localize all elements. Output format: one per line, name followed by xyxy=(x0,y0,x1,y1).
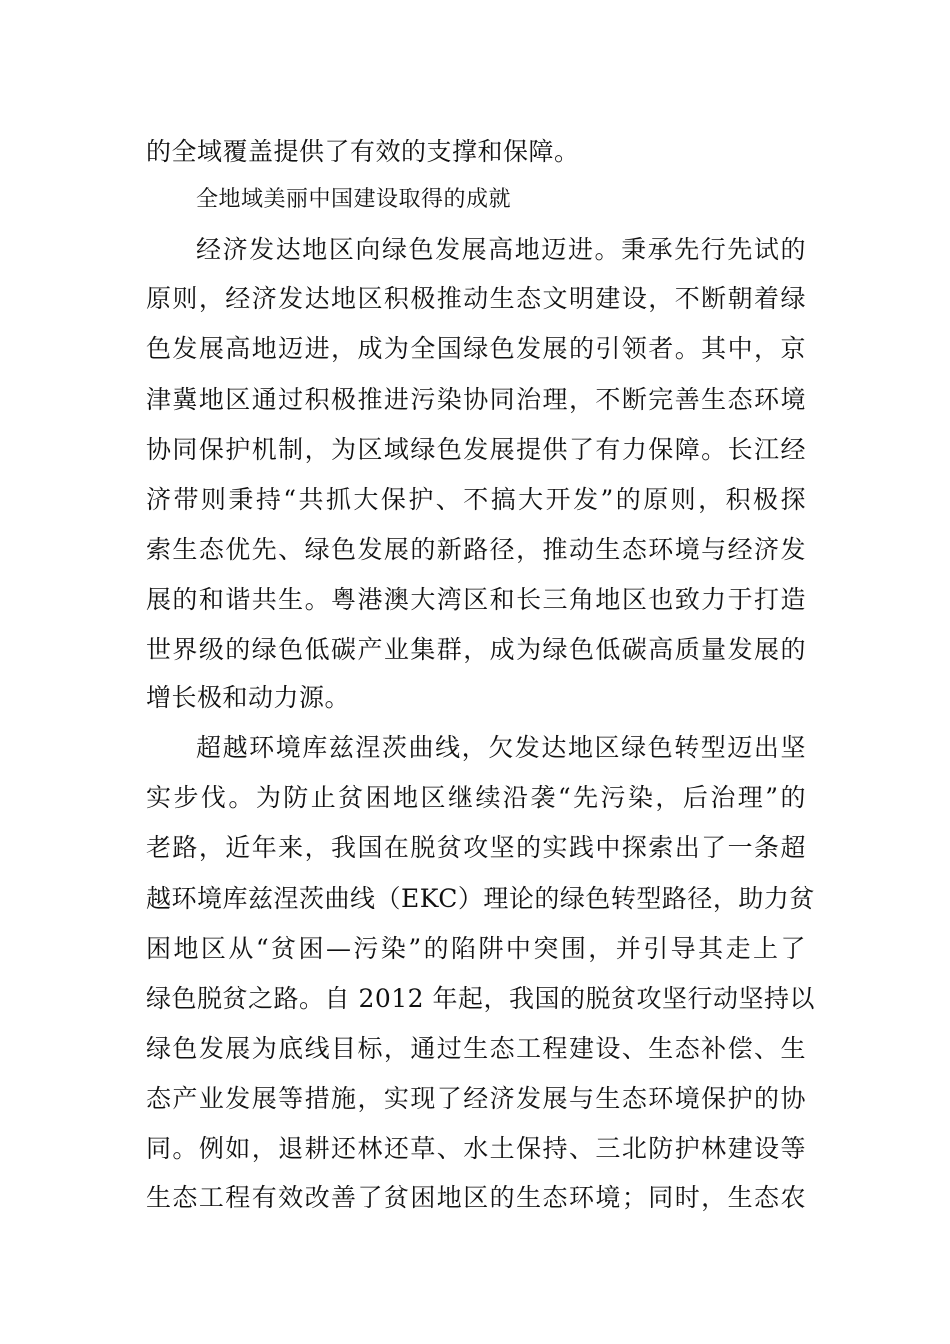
section-heading: 全地域美丽中国建设取得的成就 xyxy=(196,187,512,212)
paragraph-line: 绿色发展为底线目标，通过生态工程建设、生态补偿、生 xyxy=(146,1034,806,1063)
paragraph-line: 色发展高地迈进，成为全国绿色发展的引领者。其中，京 xyxy=(146,334,806,363)
paragraph-line: 的全域覆盖提供了有效的支撑和保障。 xyxy=(146,137,580,166)
paragraph-line: 世界级的绿色低碳产业集群，成为绿色低碳高质量发展的 xyxy=(146,635,806,664)
paragraph-line: 实步伐。为防止贫困地区继续沿袭“先污染，后治理”的 xyxy=(146,783,806,812)
paragraph-line: 同。例如，退耕还林还草、水土保持、三北防护林建设等 xyxy=(146,1134,806,1163)
paragraph-line: 展的和谐共生。粤港澳大湾区和长三角地区也致力于打造 xyxy=(146,585,806,614)
paragraph-line: 生态工程有效改善了贫困地区的生态环境；同时，生态农 xyxy=(146,1183,806,1212)
paragraph-line: 绿色脱贫之路。自 2012 年起，我国的脱贫攻坚行动坚持以 xyxy=(146,984,816,1013)
paragraph-line: 老路，近年来，我国在脱贫攻坚的实践中探索出了一条超 xyxy=(146,833,806,862)
paragraph-line: 增长极和动力源。 xyxy=(146,683,351,712)
paragraph-line: 索生态优先、绿色发展的新路径，推动生态环境与经济发 xyxy=(146,535,806,564)
paragraph-line: 困地区从“贫困—污染”的陷阱中突围，并引导其走上了 xyxy=(146,934,806,963)
paragraph-line: 越环境库兹涅茨曲线（EKC）理论的绿色转型路径，助力贫 xyxy=(146,884,815,913)
paragraph-line: 协同保护机制，为区域绿色发展提供了有力保障。长江经 xyxy=(146,435,806,464)
paragraph-line: 超越环境库兹涅茨曲线，欠发达地区绿色转型迈出坚 xyxy=(196,733,806,762)
paragraph-line: 津冀地区通过积极推进污染协同治理，不断完善生态环境 xyxy=(146,385,806,414)
paragraph-line: 原则，经济发达地区积极推动生态文明建设，不断朝着绿 xyxy=(146,284,806,313)
paragraph-line: 济带则秉持“共抓大保护、不搞大开发”的原则，积极探 xyxy=(146,485,806,514)
paragraph-line: 经济发达地区向绿色发展高地迈进。秉承先行先试的 xyxy=(196,235,806,264)
paragraph-line: 态产业发展等措施，实现了经济发展与生态环境保护的协 xyxy=(146,1084,806,1113)
